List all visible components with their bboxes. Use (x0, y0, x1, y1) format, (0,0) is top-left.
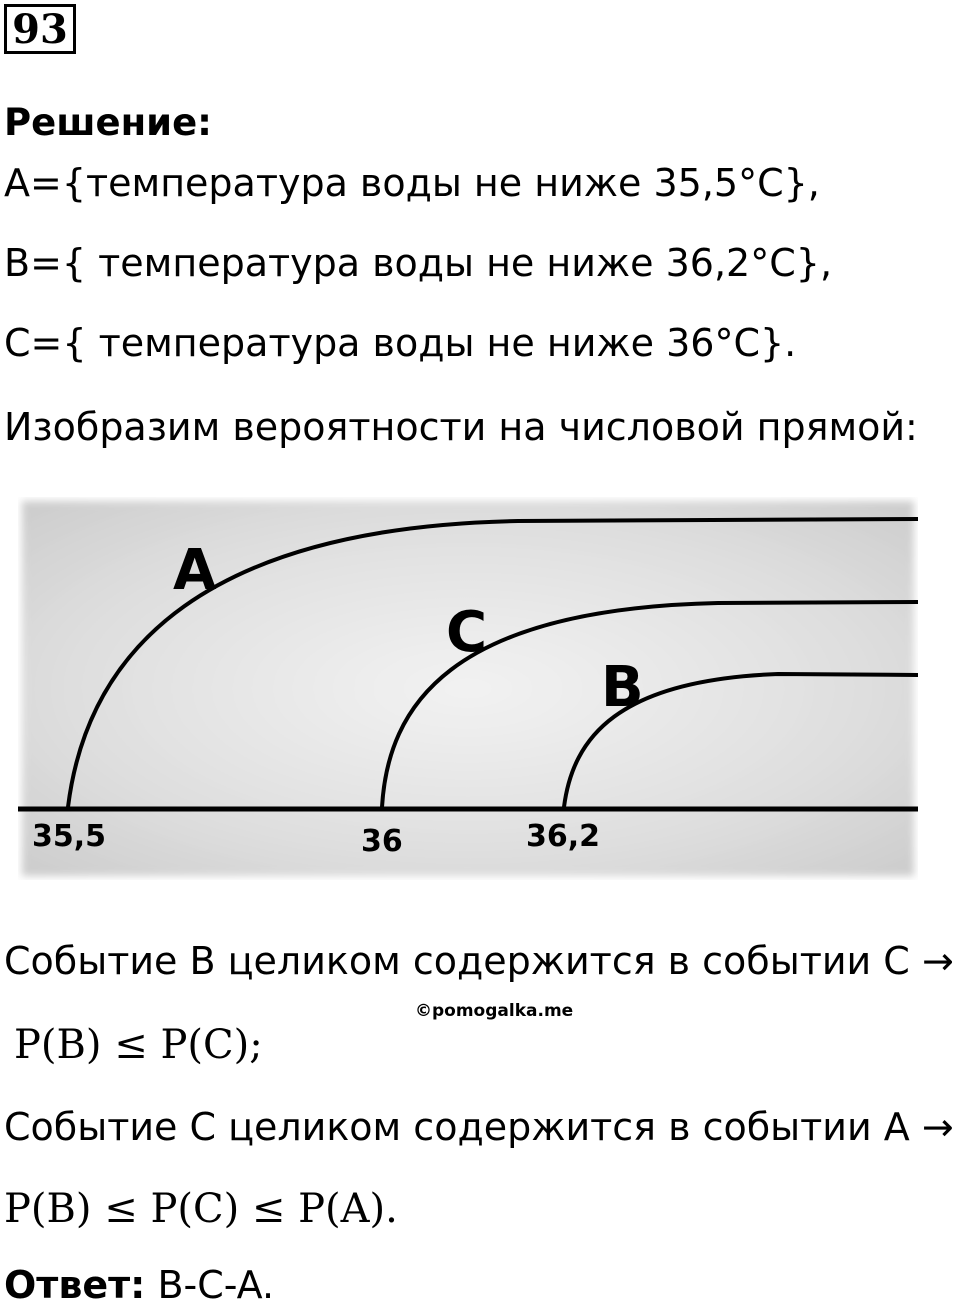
event-b-definition: B={ температура воды не ниже 36,2°C}, (4, 241, 833, 285)
label-c: C (446, 600, 488, 665)
label-a: A (173, 538, 217, 603)
number-line-diagram (18, 497, 918, 880)
answer-label: Ответ: (4, 1263, 146, 1307)
answer-value: B-C-A. (145, 1263, 275, 1307)
implies-arrow-icon: → (921, 939, 954, 983)
solution-heading: Решение: (4, 101, 212, 144)
statement-b-in-c (4, 938, 954, 984)
tick-label-36: 36 (361, 824, 403, 859)
task-number-box: 93 (4, 4, 76, 54)
tick-label-35-5: 35,5 (32, 819, 107, 854)
statement-c-in-a (4, 1104, 954, 1150)
tick-label-36-2: 36,2 (526, 819, 601, 854)
statement-c-in-a-text: Событие C целиком содержится в событии A (4, 1105, 910, 1149)
inequality-b-c-a: P(B) ≤ P(C) ≤ P(A). (4, 1186, 398, 1232)
event-a-definition: A={температура воды не ниже 35,5°C}, (4, 161, 820, 205)
event-c-definition: C={ температура воды не ниже 36°C}. (4, 321, 797, 365)
inequality-b-c: P(B) ≤ P(C); (14, 1022, 263, 1068)
implies-arrow-icon: → (921, 1105, 954, 1149)
answer-line (4, 1262, 274, 1308)
label-b: B (601, 655, 644, 720)
statement-b-in-c-text: Событие B целиком содержится в событии C (4, 939, 910, 983)
watermark: ©pomogalka.me (415, 1001, 574, 1021)
diagram-background (22, 501, 914, 876)
diagram-intro: Изобразим вероятности на числовой прямой: (4, 405, 918, 449)
